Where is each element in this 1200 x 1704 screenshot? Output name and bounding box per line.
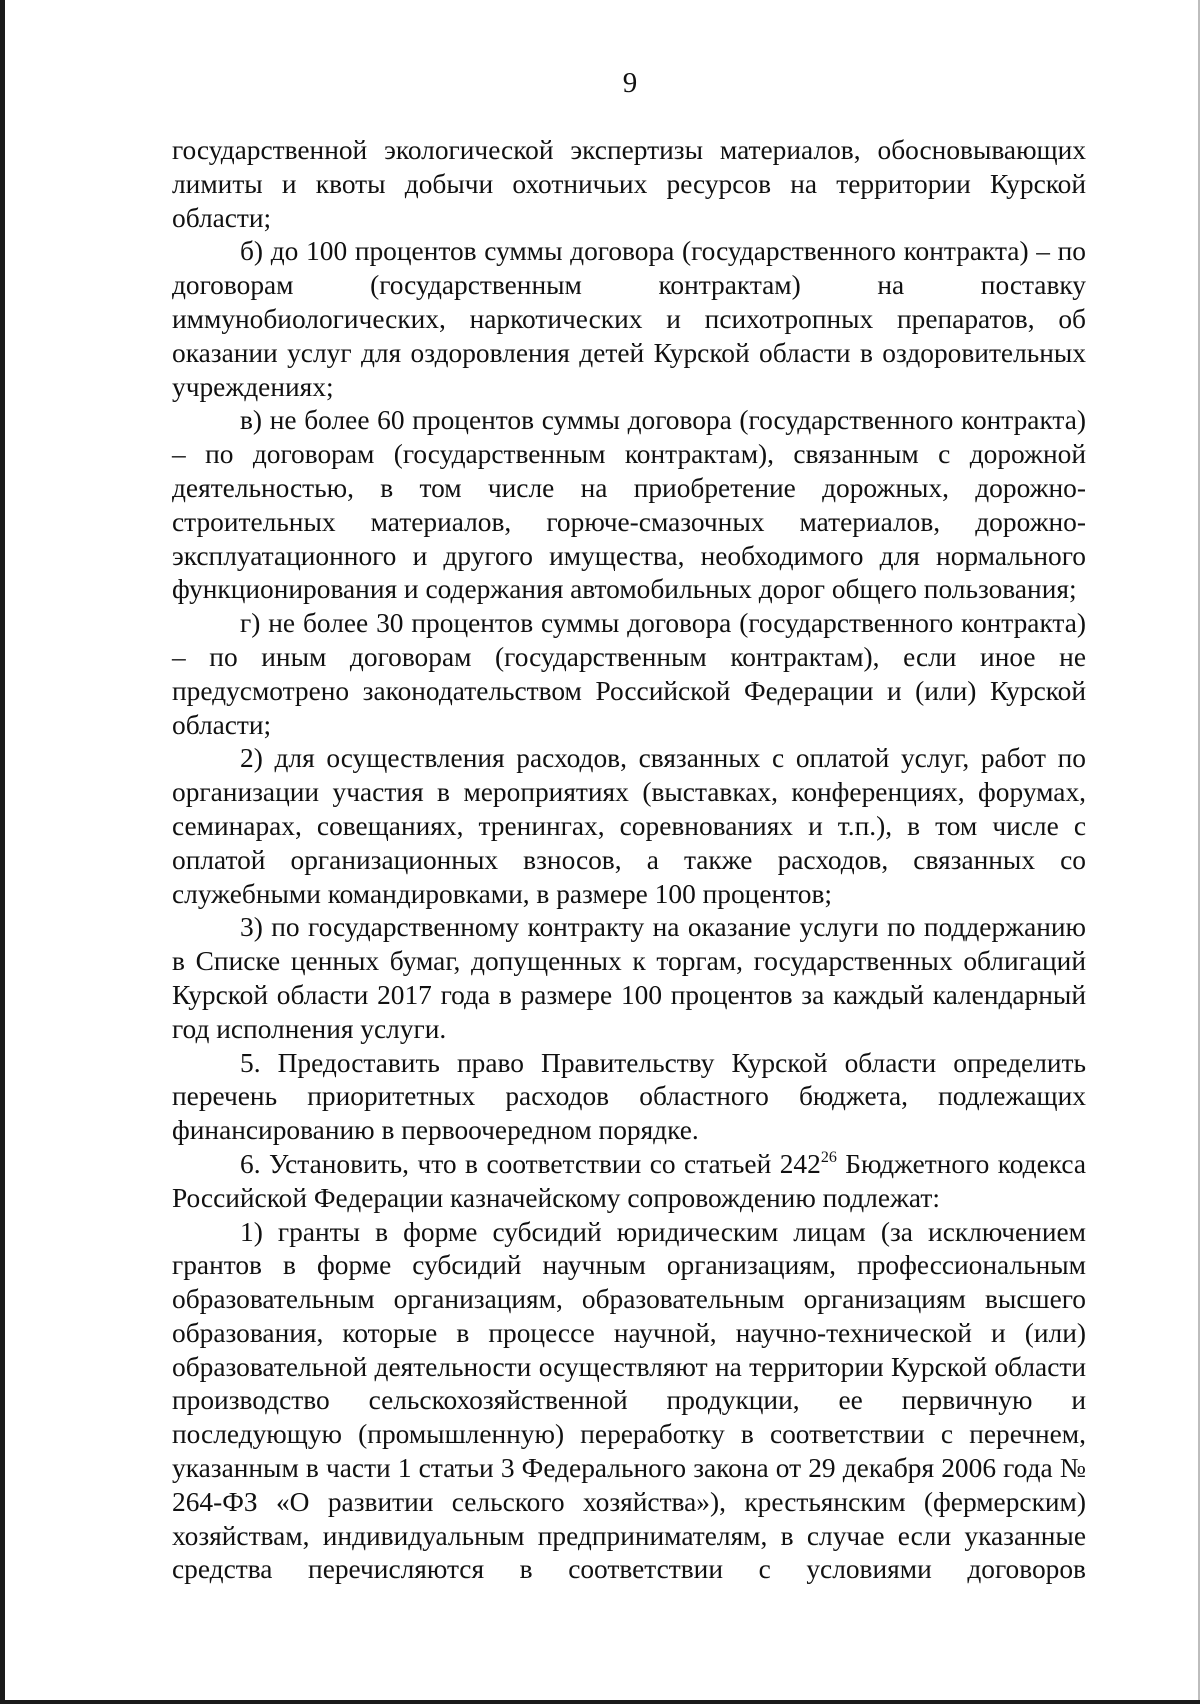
paragraph-continuation: государственной экологической экспертизы материалов, обосновывающих лимиты и квоты добычи охотничьих ресурсов на территории Курской области; (172, 135, 1086, 233)
paragraph-section-6 (172, 1148, 1086, 1216)
section-6-text-end: Бюджетного кодекса Российской Федерации казначейскому сопровождению подлежат: (172, 1148, 1086, 1213)
scan-edge-bottom (0, 1700, 1200, 1704)
page-number: 9 (622, 67, 638, 99)
document-body (172, 134, 1086, 1587)
paragraph-section-6-item-1: 1) гранты в форме субсидий юридическим лицам (за исключением грантов в форме субсидий научным организациям, профессиональным образовательным организациям, образовательным организациям высшего образования, которые в процессе научной, научно-технической и (или) образовательной деятельности осуществляют на территории Курской области производство сельскохозяйственной продукции, ее первичную и последующую (промышленную) переработку в соответствии с перечнем, указанным в части 1 статьи 3 Федерального закона от 29 декабря 2006 года № 264-ФЗ «О развитии сельского хозяйства»), крестьянским (фермерским) хозяйствам, индивидуальным предпринимателям, в случае если указанные средства перечисляются в соответствии с условиями договоров (172, 1216, 1086, 1585)
section-6-text-start: 6. Установить, что в соответствии со статьей 242 (240, 1148, 821, 1179)
paragraph-item-v: в) не более 60 процентов суммы договора (государственного контракта) – по договорам (государственным контрактам), связанным с дорожной деятельностью, в том числе на приобретение дорожных, дорожно-строительных материалов, горюче-смазочных материалов, дорожно-эксплуатационного и другого имущества, необходимого для нормального функционирования и содержания автомобильных дорог общего пользования; (172, 405, 1086, 605)
paragraph-item-b: б) до 100 процентов суммы договора (государственного контракта) – по договорам (государственным контрактам) на поставку иммунобиологических, наркотических и психотропных препаратов, об оказании услуг для оздоровления детей Курской области в оздоровительных учреждениях; (172, 236, 1086, 402)
scan-edge-left (0, 0, 5, 1704)
paragraph-item-3: 3) по государственному контракту на оказание услуги по поддержанию в Списке ценных бумаг, допущенных к торгам, государственных облигаций Курской области 2017 года в размере 100 процентов за каждый календарный год исполнения услуги. (172, 912, 1086, 1044)
paragraph-section-5: 5. Предоставить право Правительству Курской области определить перечень приоритетных расходов областного бюджета, подлежащих финансированию в первоочередном порядке. (172, 1047, 1086, 1146)
paragraph-item-g: г) не более 30 процентов суммы договора (государственного контракта) – по иным договорам (государственным контрактам), если иное не предусмотрено законодательством Российской Федерации и (или) Курской области; (172, 608, 1086, 740)
paragraph-item-2: 2) для осуществления расходов, связанных с оплатой услуг, работ по организации участия в мероприятиях (выставках, конференциях, форумах, семинарах, совещаниях, тренингах, соревнованиях и т.п.), в том числе с оплатой организационных взносов, а также расходов, связанных со служебными командировками, в размере 100 процентов; (172, 743, 1086, 909)
article-superscript: 26 (820, 1148, 837, 1166)
